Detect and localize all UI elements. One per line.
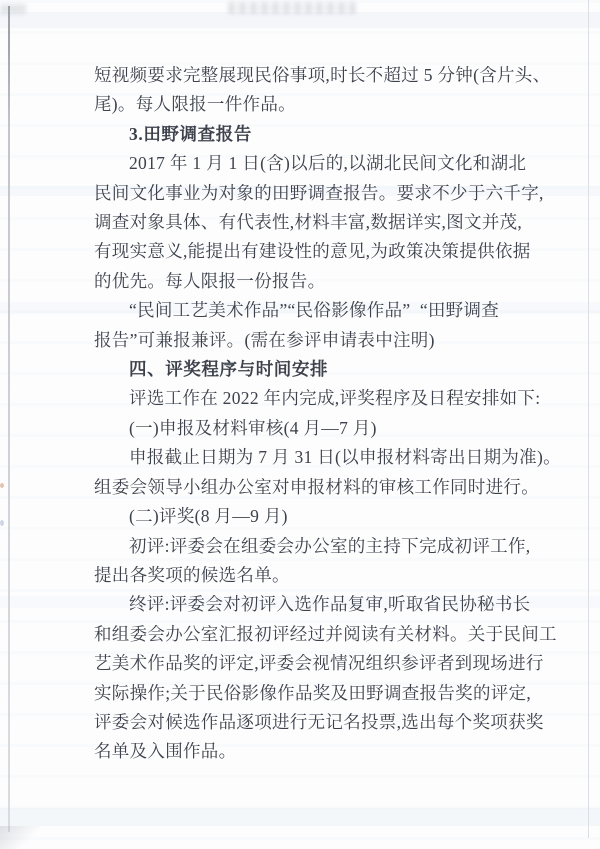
text-line: 的优先。每人限报一份报告。 xyxy=(94,270,326,291)
text-line: 名单及入围作品。 xyxy=(94,741,237,762)
text-line: 尾)。每人限报一件作品。 xyxy=(94,94,296,115)
text-line: 调查对象具体、有代表性,材料丰富,数据详实,图文并茂, xyxy=(94,212,523,233)
text-line: 报告”可兼报兼评。(需在参评申请表中注明) xyxy=(94,329,435,350)
text-line: 组委会领导小组办公室对申报材料的审核工作同时进行。 xyxy=(94,476,539,497)
text-line: 有现实意义,能提出有建设性的意见,为政策决策提供依据 xyxy=(94,241,531,262)
text-line: 2017 年 1 月 1 日(含)以后的,以湖北民间文化和湖北 xyxy=(129,153,527,174)
text-line: (二)评奖(8 月—9 月) xyxy=(129,506,288,527)
text-line: 民间文化事业为对象的田野调查报告。要求不少于六千字, xyxy=(94,182,544,203)
text-line: 短视频要求完整展现民俗事项,时长不超过 5 分钟(含片头、 xyxy=(94,65,551,85)
page-edge-right xyxy=(588,0,589,838)
text-line: 评委会对候选作品逐项进行无记名投票,选出每个奖项获奖 xyxy=(94,711,544,732)
scan-speck xyxy=(0,520,4,526)
scan-smudge xyxy=(0,4,26,14)
text-line: 和组委会办公室汇报初评经过并阅读有关材料。关于民间工 xyxy=(94,623,557,644)
scan-speck xyxy=(0,483,4,488)
text-line: 实际操作;关于民俗影像作品奖及田野调查报告奖的评定, xyxy=(94,682,532,703)
text-line: 申报截止日期为 7 月 31 日(以申报材料寄出日期为准)。 xyxy=(129,447,561,468)
text-line: 艺美术作品奖的评定,评委会视情况组织参评者到现场进行 xyxy=(94,653,544,674)
scan-smudge xyxy=(228,2,356,14)
scan-band xyxy=(0,12,600,28)
document-body xyxy=(94,61,561,767)
text-line: 评选工作在 2022 年内完成,评奖程序及日程安排如下: xyxy=(129,388,541,409)
page-corner-shadow xyxy=(0,826,40,849)
text-line: “民间工艺美术作品”“民俗影像作品” “田野调查 xyxy=(129,300,500,321)
text-line: (一)申报及材料审核(4 月—7 月) xyxy=(129,417,377,438)
page-edge-left xyxy=(8,6,10,832)
text-line: 四、评奖程序与时间安排 xyxy=(129,359,329,380)
text-line: 提出各奖项的候选名单。 xyxy=(94,564,290,585)
text-line: 3.田野调查报告 xyxy=(129,123,252,144)
text-line: 初评:评委会在组委会办公室的主持下完成初评工作, xyxy=(129,535,531,556)
scan-band xyxy=(0,808,600,826)
text-line: 终评:评委会对初评入选作品复审,听取省民协秘书长 xyxy=(129,594,531,615)
